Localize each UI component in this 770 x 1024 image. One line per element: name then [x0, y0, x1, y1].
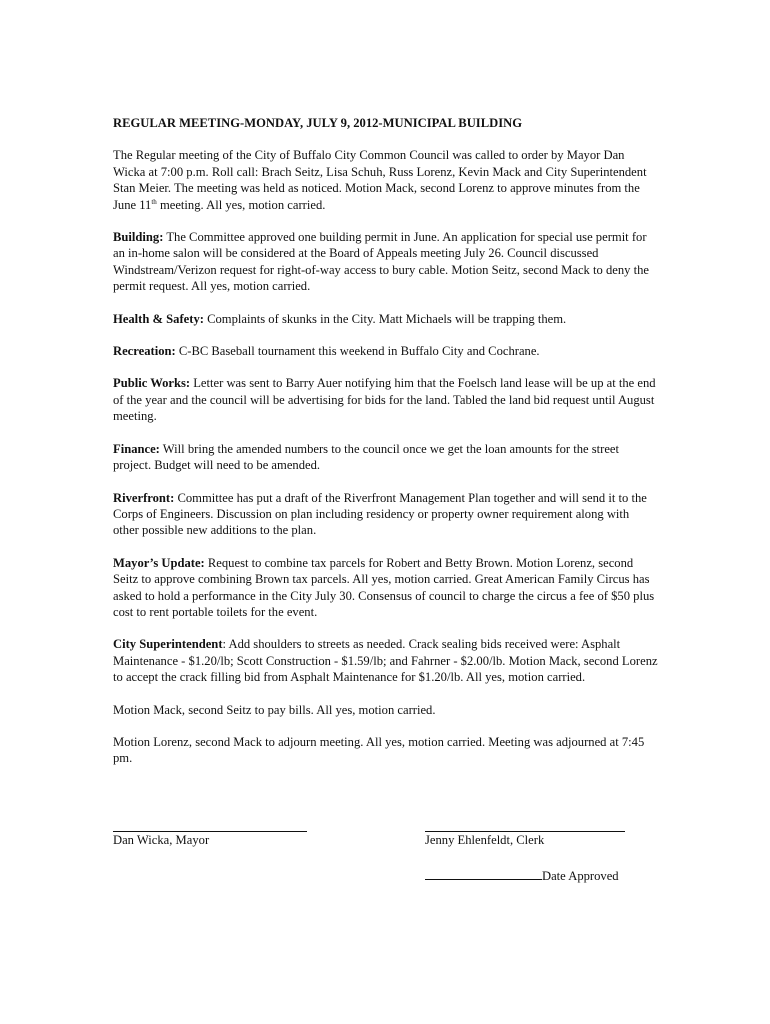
section-finance [113, 441, 658, 474]
date-approved-label: Date Approved [542, 869, 619, 883]
section-text: The Committee approved one building permit in June. An application for special use permit for an in-home salon will be considered at the Board of Appeals meeting July 26. Council discussed Windstream/Verizon request for right-of-way access to bury cable. Motion Seitz, second Mack to deny the permit request. All yes, motion carried. [113, 230, 649, 294]
intro-text-end: meeting. All yes, motion carried. [156, 197, 326, 212]
section-text: Committee has put a draft of the Riverfront Management Plan together and will send it to the Corps of Engineers. Discussion on plan including residency or property owner requirement along with other possible new additions to the plan. [113, 490, 647, 538]
section-text: Request to combine tax parcels for Robert and Betty Brown. Motion Lorenz, second Seitz to approve combining Brown tax parcels. All yes, motion carried. Great American Family Circus has asked to hold a performance in the City July 30. Consensus of council to charge the circus a fee of $50 plus cost to rent portable toilets for the event. [113, 555, 655, 619]
section-heading: Public Works: [113, 376, 191, 391]
section-heading: Building: [113, 230, 164, 245]
signature-line [425, 815, 625, 832]
section-text: Will bring the amended numbers to the council once we get the loan amounts for the street project. Budget will need to be amended. [113, 441, 620, 473]
section-health-safety [113, 311, 658, 327]
section-mayors-update [113, 555, 658, 621]
section-heading: Mayor’s Update: [113, 555, 205, 570]
mayor-signature [113, 815, 307, 848]
motion-adjourn: Motion Lorenz, second Mack to adjourn meeting. All yes, motion carried. Meeting was adjourned at 7:45 pm. [113, 734, 645, 766]
signature-line [113, 815, 307, 832]
section-heading: Recreation: [113, 344, 176, 359]
clerk-name: Jenny Ehlenfeldt, Clerk [425, 833, 545, 847]
document-title: REGULAR MEETING-MONDAY, JULY 9, 2012-MUNICIPAL BUILDING [113, 116, 522, 130]
date-line [425, 867, 542, 880]
section-public-works [113, 375, 658, 424]
section-heading: Health & Safety: [113, 311, 204, 326]
section-text: Complaints of skunks in the City. Matt Michaels will be trapping them. [203, 311, 567, 326]
motion-pay-bills: Motion Mack, second Seitz to pay bills. All yes, motion carried. [113, 702, 436, 717]
clerk-signature [425, 815, 625, 848]
section-heading: Finance: [113, 441, 160, 456]
section-riverfront [113, 490, 658, 539]
section-heading: City Superintendent [113, 637, 223, 652]
section-recreation [113, 343, 658, 359]
date-approved [425, 867, 619, 884]
intro-paragraph [113, 147, 658, 213]
section-heading: Riverfront: [113, 490, 175, 505]
section-building [113, 229, 658, 295]
intro-superscript: th [151, 197, 157, 206]
mayor-name: Dan Wicka, Mayor [113, 833, 210, 847]
section-text: C-BC Baseball tournament this weekend in Buffalo City and Cochrane. [175, 344, 540, 359]
section-text: : Add shoulders to streets as needed. Crack sealing bids received were: Asphalt Maintenance - $1.20/lb; Scott Construction - $1.59/lb; and Fahrner - $2.00/lb. Motion Mack, second Lorenz to accept the crack filling bid from Asphalt Maintenance for $1.20/lb. All yes, motion carried. [113, 637, 658, 685]
minutes-body [113, 115, 658, 783]
section-text: Letter was sent to Barry Auer notifying him that the Foelsch land lease will be up at the end of the year and the council will be advertising for bids for the land. Tabled the land bid request until August meeting. [113, 376, 656, 424]
intro-text: The Regular meeting of the City of Buffalo City Common Council was called to order by Mayor Dan Wicka at 7:00 p.m. Roll call: Brach Seitz, Lisa Schuh, Russ Lorenz, Kevin Mack and City Superintendent Stan Meier. The meeting was held as noticed. Motion Mack, second Lorenz to approve minutes from the June 11 [113, 148, 647, 212]
section-city-superintendent [113, 636, 658, 685]
